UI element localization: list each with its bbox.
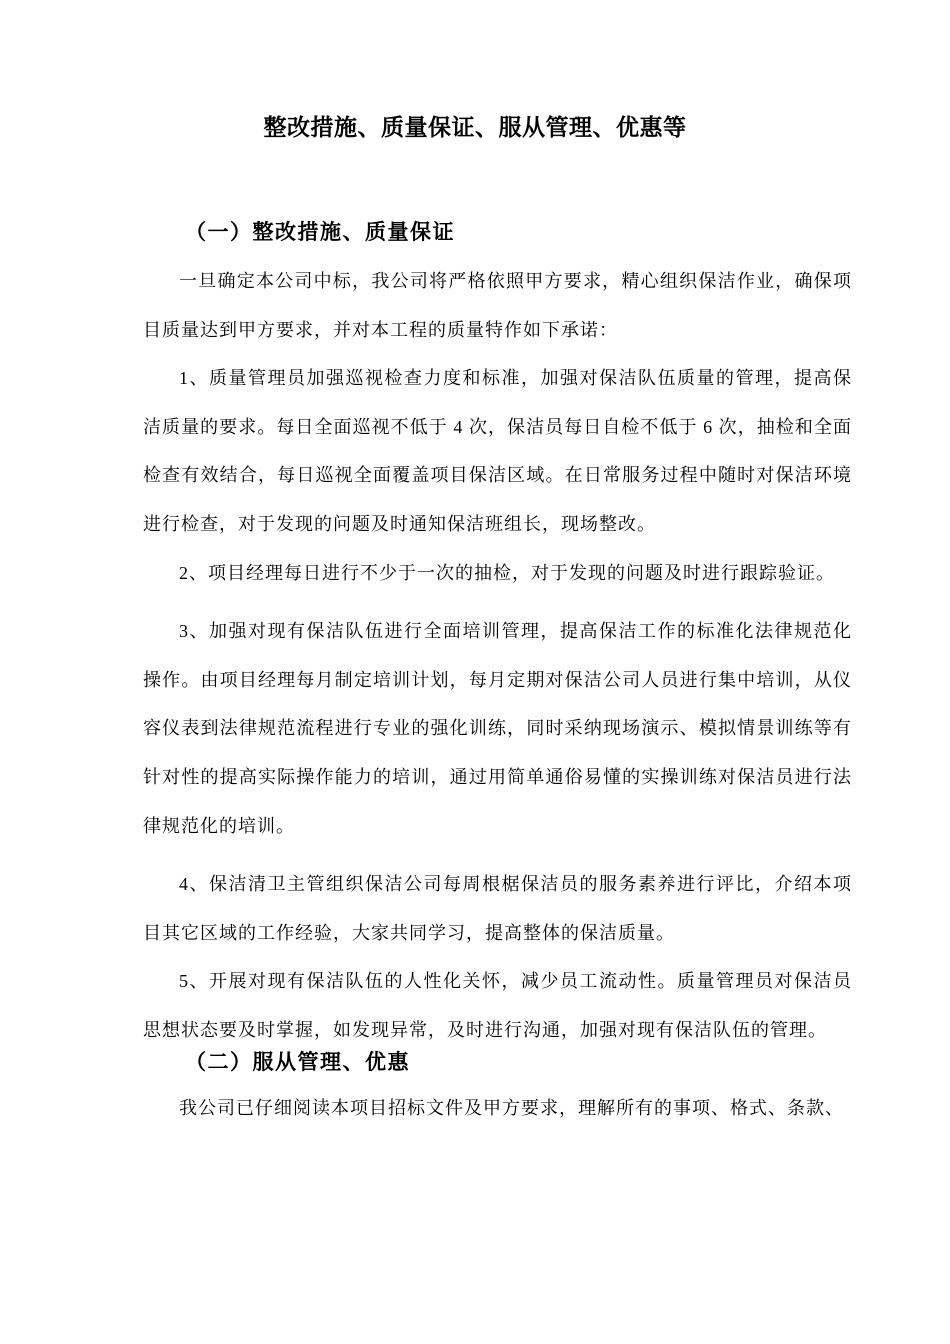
section-2-heading: （二）服从管理、优惠 [185, 1049, 410, 1074]
document-title: 整改措施、质量保证、服从管理、优惠等 [263, 115, 687, 140]
section-2-intro-paragraph: 我公司已仔细阅读本项目招标文件及甲方要求，理解所有的事项、格式、条款、 [179, 1097, 844, 1118]
section-1-item-2-paragraph: 2、项目经理每日进行不少于一次的抽检，对于发现的问题及时进行跟踪验证。 [179, 562, 835, 583]
section-1-heading: （一）整改措施、质量保证 [185, 220, 455, 244]
section-1-item-4-paragraph: 4、保洁清卫主管组织保洁公司每周根椐保洁员的服务素养进行评比，介绍本项目其它区域的工作经验，大家共同学习，提高整体的保洁质量。 [143, 874, 852, 943]
section-1-item-5-paragraph: 5、开展对现有保洁队伍的人性化关怀，减少员工流动性。质量管理员对保洁员思想状态要及时掌握，如发现异常，及时进行沟通，加强对现有保洁队伍的管理。 [143, 971, 852, 1040]
section-1-intro-paragraph: 一旦确定本公司中标，我公司将严格依照甲方要求，精心组织保洁作业，确保项目质量达到甲方要求，并对本工程的质量特作如下承诺： [143, 271, 852, 340]
section-1-item-3-paragraph: 3、加强对现有保洁队伍进行全面培训管理，提高保洁工作的标准化法律规范化操作。由项目经理每月制定培训计划，每月定期对保洁公司人员进行集中培训，从仪容仪表到法律规范流程进行专业的强化训练，同时采纳现场演示、模拟情景训练等有针对性的提高实际操作能力的培训，通过用简单通俗易懂的实操训练对保洁员进行法律规范化的培训。 [143, 621, 852, 836]
section-1-item-1-paragraph: 1、质量管理员加强巡视检查力度和标准，加强对保洁队伍质量的管理，提高保洁质量的要求。每日全面巡视不低于 4 次，保洁员每日自检不低于 6 次，抽检和全面检查有效结合，每日巡视全面覆盖项目保洁区域。在日常服务过程中随时对保洁环境进行检查，对于发现的问题及时通知保洁班组长，现场整改。 [143, 368, 852, 534]
document-body [143, 217, 852, 1132]
